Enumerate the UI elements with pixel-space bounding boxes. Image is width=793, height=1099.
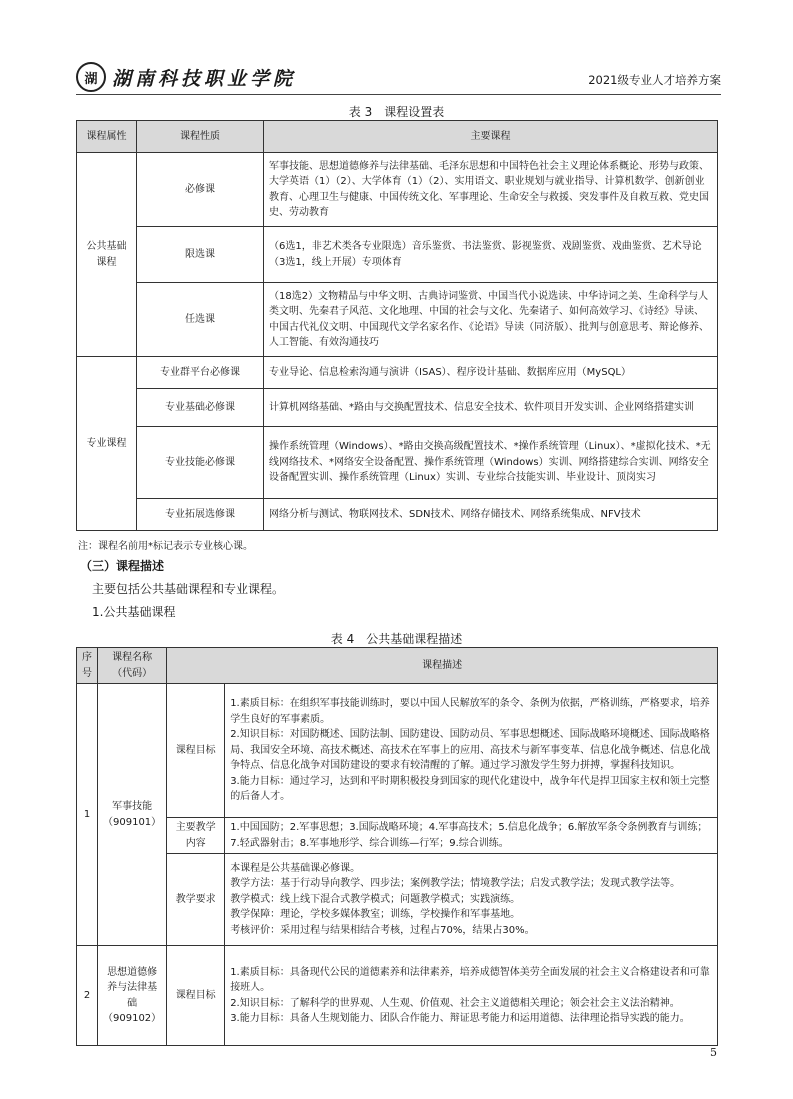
- course-type: 限选课: [137, 227, 264, 283]
- requirement-label: 教学要求: [167, 854, 225, 946]
- page-header: [76, 62, 721, 95]
- page-number: 5: [710, 1046, 717, 1059]
- course-list: 网络分析与测试、物联网技术、SDN技术、网络存储技术、网络系统集成、NFV技术: [264, 499, 718, 531]
- course-list: （18选2）文物精品与中华文明、古典诗词鉴赏、中国当代小说选读、中华诗词之美、生命科学与人类文明、先秦君子风范、文化地理、中国的社会与文化、先秦诸子、如何高效学习、《诗经》导读、中国古代礼仪文明、中国现代文学名家名作、《论语》导读（同济版）、批判与创意思考、辩论修养、人工智能、有效沟通技巧: [264, 283, 718, 357]
- header-attribute: 课程属性: [77, 121, 137, 153]
- goal-label: 课程目标: [167, 684, 225, 818]
- course-description-table: [76, 647, 718, 1046]
- document-title: 2021级专业人才培养方案: [588, 73, 721, 87]
- course-type: 任选课: [137, 283, 264, 357]
- section-intro: 主要包括公共基础课程和专业课程。: [92, 582, 285, 596]
- course-no: 1: [77, 684, 98, 946]
- table4-caption: 表 4 公共基础课程描述: [330, 632, 463, 646]
- section-subheading: 1.公共基础课程: [92, 605, 176, 619]
- course-no: 2: [77, 946, 98, 1046]
- goal-text: 1.素质目标：在组织军事技能训练时，要以中国人民解放军的条令、条例为依据，严格训练，严格要求，培养学生良好的军事素质。 2.知识目标：对国防概述、国防法制、国防建设、国防动员、军事思想概述、国际战略环境概述、国际战略格局、我国安全环境、高技术概述、高技术在军事上的应用、高技术与新军事变革、信息化战争概述、信息化战争特点、信息化战争对国防建设的要求有较清醒的了解。通过学习激发学生努力拼搏，掌握科技知识。 3.能力目标：通过学习，达到和平时期积极投身到国家的现代化建设中，战争年代是捍卫国家主权和领土完整的后备人才。: [225, 684, 718, 818]
- content-label: 主要教学内容: [167, 818, 225, 854]
- course-list: 专业导论、信息检索沟通与演讲（ISAS）、程序设计基础、数据库应用（MySQL）: [264, 357, 718, 389]
- course-type: 专业群平台必修课: [137, 357, 264, 389]
- header-main-courses: 主要课程: [264, 121, 718, 153]
- school-name: 湖南科技职业学院: [112, 67, 297, 90]
- table3-note: 注：课程名前用*标记表示专业核心课。: [78, 541, 253, 552]
- course-type: 专业技能必修课: [137, 427, 264, 499]
- course-name: 军事技能（909101）: [98, 684, 167, 946]
- goal-text: 1.素质目标：具备现代公民的道德素养和法律素养，培养成德智体美劳全面发展的社会主义合格建设者和可靠接班人。 2.知识目标：了解科学的世界观、人生观、价值观、社会主义道德相关理论；领会社会主义法治精神。 3.能力目标：具备人生规划能力、团队合作能力、辩证思考能力和运用道德、法律理论指导实践的能力。: [225, 946, 718, 1046]
- course-setting-table: [76, 120, 718, 531]
- table3-caption: 表 3 课程设置表: [348, 105, 445, 119]
- section-heading: （三）课程描述: [80, 559, 165, 573]
- header-description: 课程描述: [167, 648, 718, 684]
- group-public-basic: 公共基础课程: [77, 153, 137, 357]
- emblem-icon: 湖: [76, 62, 106, 92]
- course-list: 军事技能、思想道德修养与法律基础、毛泽东思想和中国特色社会主义理论体系概论、形势与政策、大学英语（1）（2）、大学体育（1）（2）、实用语文、职业规划与就业指导、计算机数学、创新创业教育、心理卫生与健康、中国传统文化、军事理论、生命安全与救援、突发事件及自救互救、党史国史、劳动教育: [264, 153, 718, 227]
- requirement-text: 本课程是公共基础课必修课。 教学方法：基于行动导向教学、四步法；案例教学法；情境教学法；启发式教学法；发现式教学法等。 教学模式：线上线下混合式教学模式；问题教学模式；实践演练。 教学保障：理论，学校多媒体教室；训练，学校操作和军事基地。 考核评价：采用过程与结果相结合考核，过程占70%，结果占30%。: [225, 854, 718, 946]
- header-nature: 课程性质: [137, 121, 264, 153]
- group-professional: 专业课程: [77, 357, 137, 531]
- content-text: 1.中国国防；2.军事思想；3.国际战略环境；4.军事高技术；5.信息化战争；6.解放军条令条例教育与训练；7.轻武器射击；8.军事地形学、综合训练—行军；9.综合训练。: [225, 818, 718, 854]
- course-list: 计算机网络基础、*路由与交换配置技术、信息安全技术、软件项目开发实训、企业网络搭建实训: [264, 389, 718, 427]
- header-no: 序号: [77, 648, 98, 684]
- course-name: 思想道德修养与法律基础（909102）: [98, 946, 167, 1046]
- header-course-name: 课程名称（代码）: [98, 648, 167, 684]
- course-type: 专业拓展选修课: [137, 499, 264, 531]
- school-logo: [76, 62, 296, 92]
- course-type: 专业基础必修课: [137, 389, 264, 427]
- goal-label: 课程目标: [167, 946, 225, 1046]
- course-list: 操作系统管理（Windows）、*路由交换高级配置技术、*操作系统管理（Linux）、*虚拟化技术、*无线网络技术、*网络安全设备配置、操作系统管理（Windows）实训、网络搭建综合实训、网络安全设备配置实训、操作系统管理（Linux）实训、专业综合技能实训、毕业设计、顶岗实习: [264, 427, 718, 499]
- course-type: 必修课: [137, 153, 264, 227]
- course-list: （6选1，非艺术类各专业限选）音乐鉴赏、书法鉴赏、影视鉴赏、戏剧鉴赏、戏曲鉴赏、艺术导论 （3选1，线上开展）专项体育: [264, 227, 718, 283]
